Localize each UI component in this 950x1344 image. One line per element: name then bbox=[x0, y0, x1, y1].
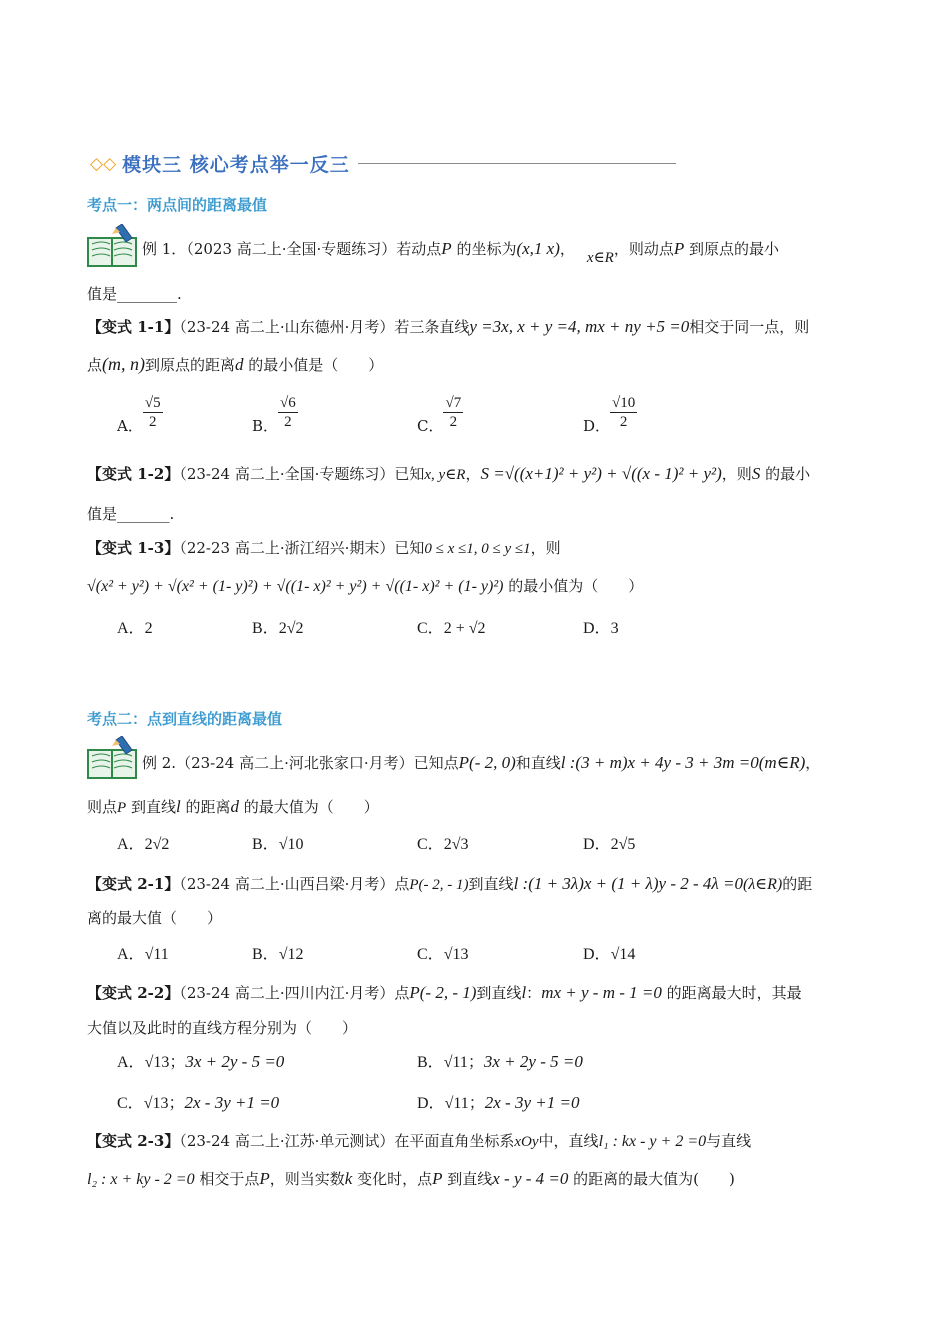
math-equation: l₂ : x + ky - 2 =0 bbox=[87, 1171, 195, 1188]
variant-1-2-line-1: 【变式 1-2】（23-24 高二上·全国·专题练习）已知x, y∈R，S =√((x+1)² + y²) + √((x - 1)² + y²)，则S 的最小 bbox=[87, 464, 811, 483]
example-1-label: 例 1． bbox=[142, 240, 187, 258]
variant-tag: 【变式 2-1】 bbox=[87, 875, 180, 893]
header-rule bbox=[358, 163, 676, 164]
section-title-2: 考点二：点到直线的距离最值 bbox=[87, 710, 283, 728]
option-a[interactable]: A．2 bbox=[117, 620, 153, 637]
book-pencil-icon bbox=[86, 736, 138, 780]
variant-1-1-line-1: 【变式 1-1】（23-24 高二上·山东德州·月考）若三条直线y =3x, x + y =4, mx + ny +5 =0相交于同一点，则 bbox=[87, 317, 810, 336]
variant-tag: 【变式 2-3】 bbox=[87, 1132, 180, 1150]
double-chevron-icon: ◇◇ bbox=[90, 153, 117, 174]
option-b[interactable]: B．√12 bbox=[252, 946, 304, 963]
variant-2-1-line-1: 【变式 2-1】（23-24 高二上·山西吕梁·月考）点P(- 2, - 1)到直线l :(1 + 3λ)x + (1 + λ)y - 2 - 4λ =0(λ∈R)的距 bbox=[87, 874, 813, 893]
option-b[interactable]: B．√10 bbox=[252, 836, 304, 853]
variant-1-2-line-2: 值是_______. bbox=[87, 505, 175, 523]
math-equation: l₁ : kx - y + 2 =0 bbox=[598, 1133, 707, 1150]
option-a[interactable]: A． $\frac{√5}{2}$ bbox=[117, 395, 161, 435]
example-2-line-2: 则点P 到直线l 的距离d 的最大值为（ ） bbox=[87, 797, 379, 816]
math-equation: l :(3 + m)x + 4y - 3 + 3m =0(m∈R) bbox=[560, 753, 806, 772]
variant-2-3-line-1: 【变式 2-3】（23-24 高二上·江苏·单元测试）在平面直角坐标系xOy中，直线l₁ : kx - y + 2 =0与直线 bbox=[87, 1132, 752, 1150]
math-equation: mx + y - m - 1 =0 bbox=[541, 983, 662, 1002]
example-1-line-2: 值是________. bbox=[87, 285, 182, 303]
book-pencil-icon bbox=[86, 224, 138, 268]
math-coord: (x,1 x) bbox=[516, 239, 560, 258]
variant-2-3-line-2: l₂ : x + ky - 2 =0 相交于点P，则当实数k 变化时，点P 到直线x - y - 4 =0 的距离的最大值为( ) bbox=[87, 1169, 735, 1188]
option-a[interactable]: A．√13；3x + 2y - 5 =0 bbox=[117, 1052, 285, 1071]
option-b[interactable]: B．2√2 bbox=[252, 620, 304, 637]
example-2-label: 例 2. bbox=[142, 754, 177, 772]
example-2-line-1: 例 2.（23-24 高二上·河北张家口·月考）已知点P(- 2, 0)和直线l :(3 + m)x + 4y - 3 + 3m =0(m∈R)， bbox=[142, 753, 821, 772]
option-d[interactable]: D．2√5 bbox=[583, 836, 636, 853]
math-equation: l :(1 + 3λ)x + (1 + λ)y - 2 - 4λ =0 bbox=[513, 874, 743, 893]
option-a[interactable]: A．2√2 bbox=[117, 836, 170, 853]
option-c[interactable]: C．√13；2x - 3y +1 =0 bbox=[117, 1093, 280, 1112]
variant-tag: 【变式 2-2】 bbox=[87, 984, 180, 1002]
math-expression: √(x² + y²) + √(x² + (1- y)²) + √((1- x)² + y²) + √((1- x)² + (1- y)²) bbox=[87, 578, 504, 595]
variant-tag: 【变式 1-2】 bbox=[87, 465, 180, 483]
variant-tag: 【变式 1-3】 bbox=[87, 539, 180, 557]
variant-2-2-line-1: 【变式 2-2】（23-24 高二上·四川内江·月考）点P(- 2, - 1)到直线l：mx + y - m - 1 =0 的距离最大时，其最 bbox=[87, 983, 802, 1002]
option-c[interactable]: C．2 + √2 bbox=[417, 620, 486, 637]
module-title: 模块三 核心考点举一反三 bbox=[122, 154, 350, 176]
option-b[interactable]: B．√11；3x + 2y - 5 =0 bbox=[417, 1052, 583, 1071]
option-d[interactable]: D．√14 bbox=[583, 946, 636, 963]
math-expression: S =√((x+1)² + y²) + √((x - 1)² + y²) bbox=[480, 464, 722, 483]
option-d[interactable]: D． $\frac{√10}{2}$ bbox=[583, 395, 636, 435]
variant-1-1-line-2: 点(m, n)到原点的距离d 的最小值是（ ） bbox=[87, 354, 384, 374]
section-title-1: 考点一：两点间的距离最值 bbox=[87, 196, 268, 214]
option-a[interactable]: A．√11 bbox=[117, 946, 169, 963]
option-c[interactable]: C． $\frac{√7}{2}$ bbox=[417, 395, 462, 435]
example-1-line-1: 例 1．（2023 高二上·全国·专题练习）若动点P 的坐标为(x,1 x)， x∈R，则动点P 到原点的最小 bbox=[142, 239, 780, 266]
option-c[interactable]: C．2√3 bbox=[417, 836, 469, 853]
variant-2-2-line-2: 大值以及此时的直线方程分别为（ ） bbox=[87, 1019, 358, 1037]
option-d[interactable]: D．√11；2x - 3y +1 =0 bbox=[417, 1093, 580, 1112]
variant-1-3-line-1: 【变式 1-3】（22-23 高二上·浙江绍兴·期末）已知0 ≤ x ≤1, 0 ≤ y ≤1，则 bbox=[87, 539, 561, 557]
variant-1-3-line-2: √(x² + y²) + √(x² + (1- y)²) + √((1- x)² + y²) + √((1- x)² + (1- y)²) 的最小值为（ ） bbox=[87, 577, 644, 595]
variant-2-1-line-2: 离的最大值（ ） bbox=[87, 909, 223, 927]
option-d[interactable]: D．3 bbox=[583, 620, 619, 637]
math-equation: y =3x, x + y =4, mx + ny +5 =0 bbox=[469, 317, 690, 336]
variant-tag: 【变式 1-1】 bbox=[87, 318, 180, 336]
option-c[interactable]: C．√13 bbox=[417, 946, 469, 963]
option-b[interactable]: B． $\frac{√6}{2}$ bbox=[252, 395, 296, 435]
module-header bbox=[90, 150, 676, 177]
